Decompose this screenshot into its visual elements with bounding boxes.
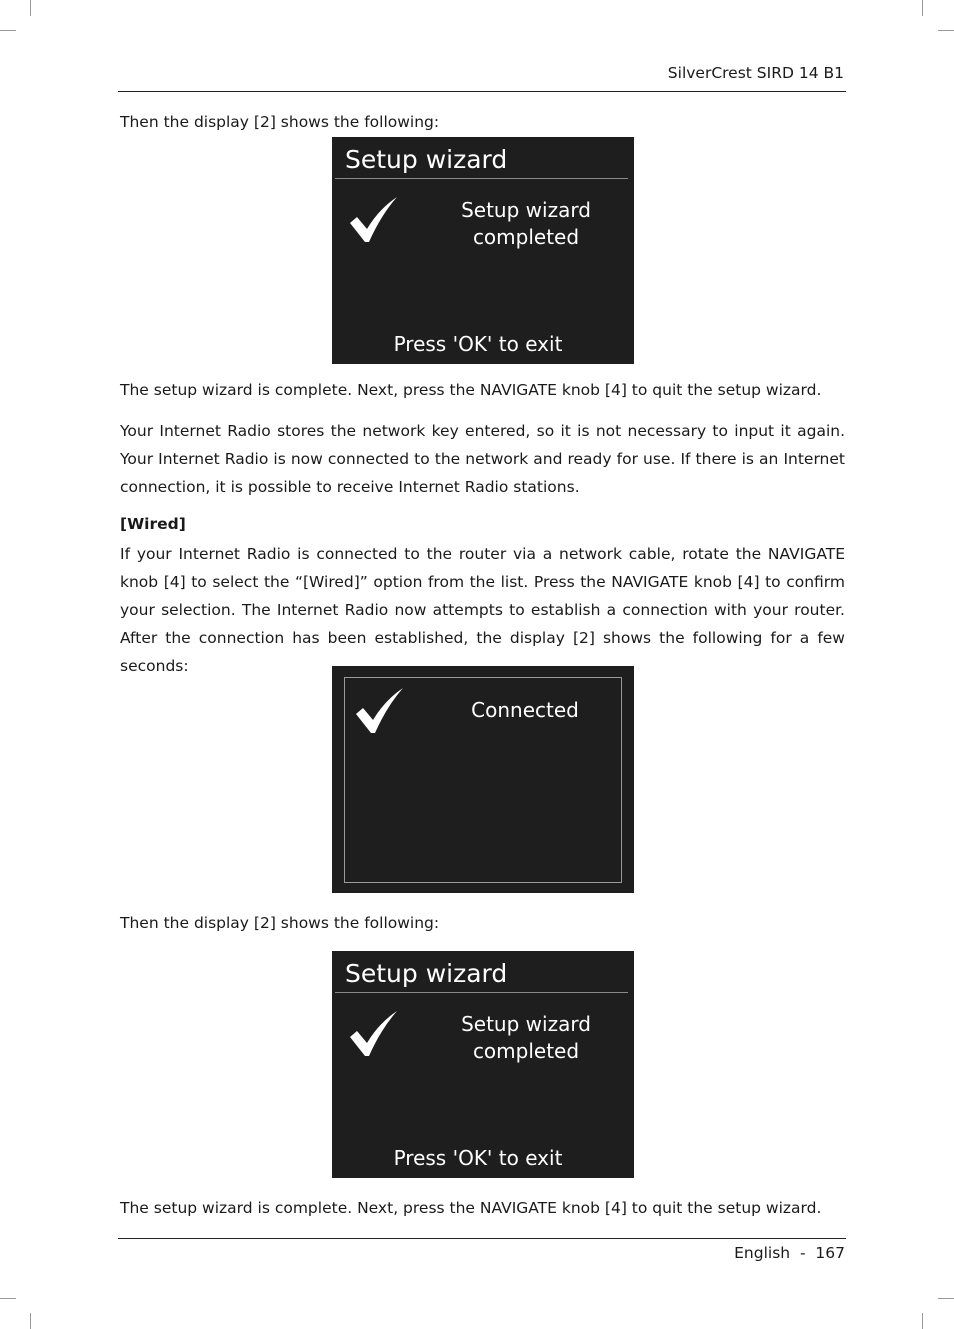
intro-paragraph: Then the display [2] shows the following: xyxy=(120,113,440,131)
display-connected xyxy=(332,666,634,893)
page-number: English - 167 xyxy=(734,1244,845,1262)
display-setup-completed xyxy=(332,137,634,364)
display-message xyxy=(450,1011,602,1065)
footer-rule xyxy=(118,1238,846,1239)
display-title: Setup wizard xyxy=(345,959,508,988)
display-title: Setup wizard xyxy=(345,145,508,174)
section-heading: [Wired] xyxy=(120,515,186,533)
body-paragraph: If your Internet Radio is connected to the router via a network cable, rotate the NAVIGATE knob [4] to select the “[Wired]” option from the list. Press the NAVIGATE knob [4] to confirm your selection. The Internet Radio now attempts to establish a connection with your router. After the connection has been established, the display [2] shows the following for a few seconds: xyxy=(120,545,845,675)
crop-mark xyxy=(0,30,16,31)
display-message xyxy=(450,197,602,251)
display-setup-completed xyxy=(332,951,634,1178)
crop-mark xyxy=(938,1298,954,1299)
display-footer: Press 'OK' to exit xyxy=(393,1146,563,1170)
header-rule xyxy=(118,91,846,92)
checkmark-icon xyxy=(348,1009,400,1061)
display-message: Connected xyxy=(471,698,579,722)
display-divider xyxy=(335,178,628,179)
crop-mark xyxy=(922,1313,923,1329)
display-message-line: completed xyxy=(472,1039,580,1063)
display-message-line: Setup wizard xyxy=(461,198,591,222)
intro-paragraph: Then the display [2] shows the following: xyxy=(120,914,440,932)
crop-mark xyxy=(30,0,31,16)
crop-mark xyxy=(30,1313,31,1329)
display-divider xyxy=(335,992,628,993)
display-message-line: completed xyxy=(472,225,580,249)
crop-mark xyxy=(922,0,923,16)
body-paragraph: The setup wizard is complete. Next, press the NAVIGATE knob [4] to quit the setup wizard. xyxy=(120,381,822,399)
running-header: SilverCrest SIRD 14 B1 xyxy=(667,64,844,82)
body-paragraph: Your Internet Radio stores the network key entered, so it is not necessary to input it again. Your Internet Radio is now connected to the network and ready for use. If there is an Internet connection, it is possible to receive Internet Radio stations. xyxy=(120,422,845,496)
display-footer: Press 'OK' to exit xyxy=(393,332,563,356)
checkmark-icon xyxy=(348,195,400,247)
crop-mark xyxy=(938,30,954,31)
crop-mark xyxy=(0,1298,16,1299)
body-paragraph: The setup wizard is complete. Next, press the NAVIGATE knob [4] to quit the setup wizard. xyxy=(120,1199,822,1217)
checkmark-icon xyxy=(354,686,406,738)
display-message-line: Setup wizard xyxy=(461,1012,591,1036)
